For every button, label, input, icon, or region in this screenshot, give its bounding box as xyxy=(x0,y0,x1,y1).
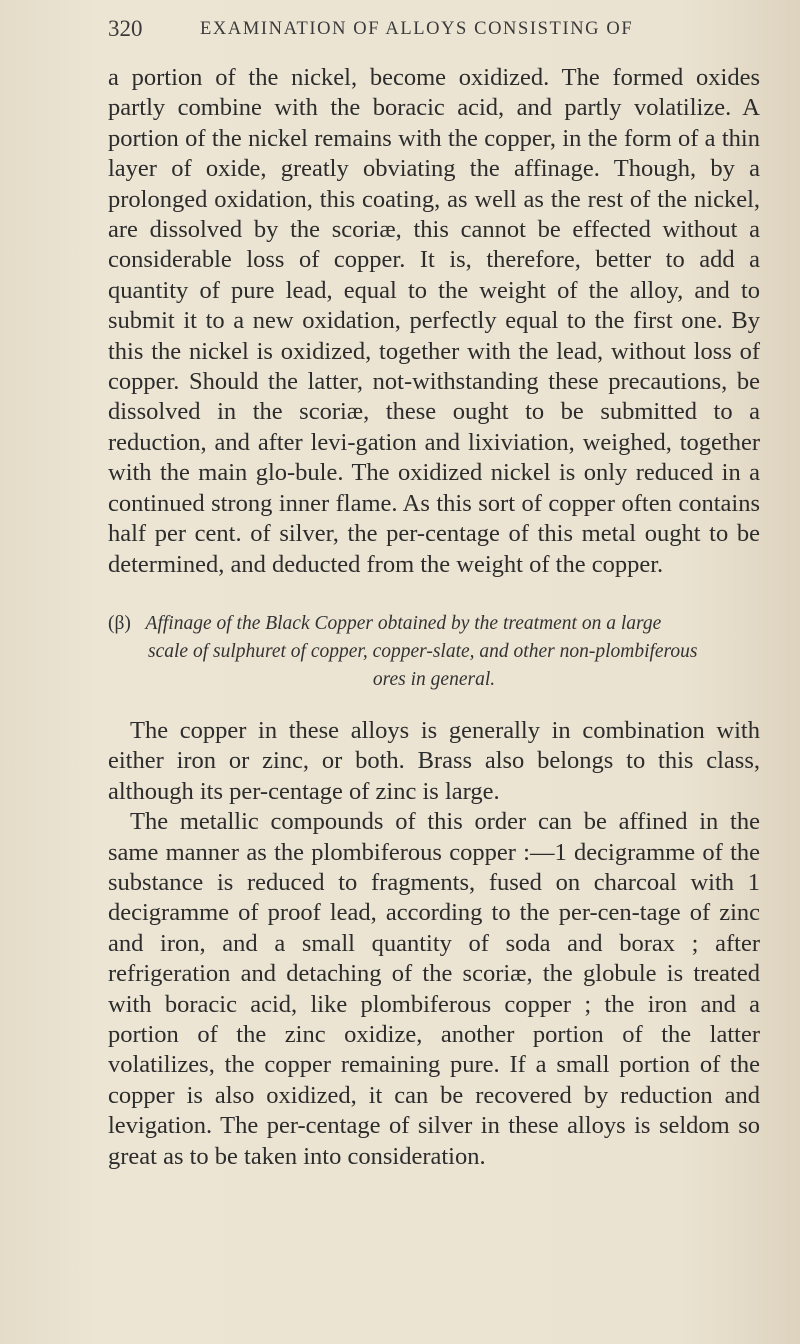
page-number: 320 xyxy=(108,16,143,41)
section-heading-line-2: scale of sulphuret of copper, copper-slate, and other non-plombiferous xyxy=(148,640,698,662)
paragraph-3: The metallic compounds of this order can be affined in the same manner as the plombiferous copper :—1 decigramme of the substance is reduced to fragments, fused on charcoal with 1 decigramme of proof lead, according to the per-cen-tage of zinc and iron, and a small quantity of soda and borax ; after refrigeration and detaching of the scoriæ, the globule is treated with boracic acid, like plombiferous copper ; the iron and a portion of the zinc oxidize, another portion of the latter volatilizes, the copper remaining pure. If a small portion of the copper is also oxidized, it can be recovered by reduction and levigation. The per-centage of silver in these alloys is seldom so great as to be taken into consideration. xyxy=(108,808,760,1170)
section-label: (β) xyxy=(108,612,131,634)
section-heading-line-1 xyxy=(108,610,760,638)
body-text xyxy=(108,63,760,1172)
paragraph-1: a portion of the nickel, become oxidized. The formed oxides partly combine with the boracic acid, and partly volatilize. A portion of the nickel remains with the copper, in the form of a thin layer of oxide, greatly obviating the affinage. Though, by a prolonged oxidation, this coating, as well as the rest of the nickel, are dissolved by the scoriæ, this cannot be effected without a considerable loss of copper. It is, therefore, better to add a quantity of pure lead, equal to the weight of the alloy, and to submit it to a new oxidation, perfectly equal to the first one. By this the nickel is oxidized, together with the lead, without loss of copper. Should the latter, not-withstanding these precautions, be dissolved in the scoriæ, these ought to be submitted to a reduction, and after levi-gation and lixiviation, weighed, together with the main glo-bule. The oxidized nickel is only reduced in a continued strong inner flame. As this sort of copper often contains half per cent. of silver, the per-centage of this metal ought to be determined, and deducted from the weight of the copper. xyxy=(108,64,760,578)
section-heading-title: Affinage of the Black Copper obtained by the treatment on a large xyxy=(145,612,662,634)
running-head: EXAMINATION OF ALLOYS CONSISTING OF xyxy=(200,19,634,39)
section-heading xyxy=(108,610,760,694)
page-header xyxy=(108,16,748,46)
section-heading-line-3: ores in general. xyxy=(372,668,496,690)
paragraph-2: The copper in these alloys is generally in combination with either iron or zinc, or both. Brass also belongs to this class, although its per-centage of zinc is large. xyxy=(108,716,760,805)
